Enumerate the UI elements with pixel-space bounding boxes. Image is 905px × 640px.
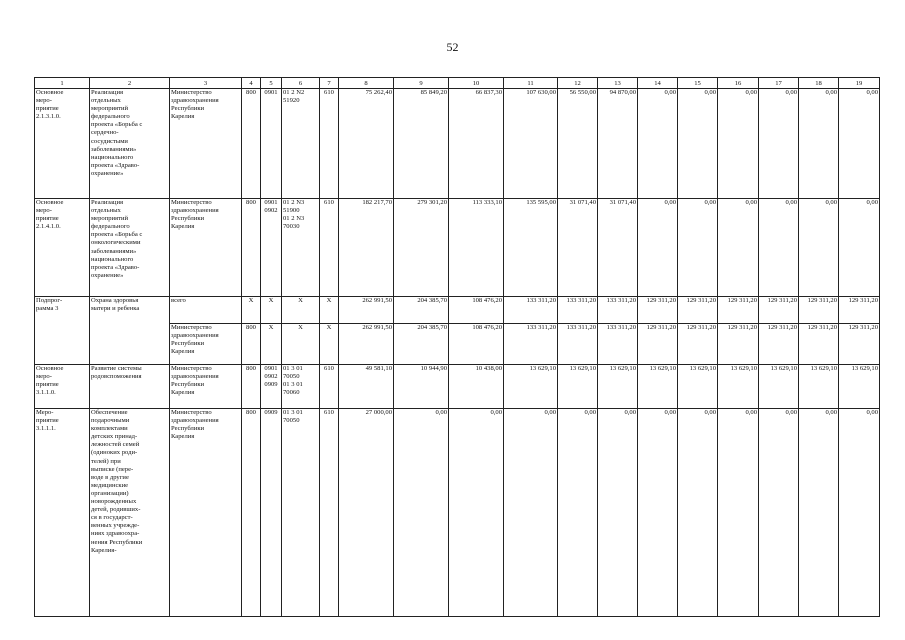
code-cell: 0901 0902 [261,199,282,297]
amount-cell: 56 550,00 [558,89,598,199]
code-cell: X [320,297,339,324]
executor-cell: Министерство здравоохранения Республики Карелия [170,199,242,297]
measure-name-cell: Развитие системы родовспоможения [90,365,170,409]
code-cell: 800 [242,365,261,409]
column-header: 12 [558,78,598,89]
amount-cell: 133 311,20 [598,324,638,365]
amount-cell: 108 476,20 [449,324,504,365]
code-cell: 01 2 N3 51900 01 2 N3 70030 [282,199,320,297]
amount-cell: 0,00 [638,199,678,297]
amount-cell: 0,00 [718,199,759,297]
column-header: 2 [90,78,170,89]
column-header: 18 [799,78,839,89]
code-cell: X [261,297,282,324]
code-cell: X [320,324,339,365]
amount-cell: 13 629,10 [759,365,799,409]
column-header: 5 [261,78,282,89]
code-cell: 610 [320,89,339,199]
amount-cell: 31 071,40 [598,199,638,297]
amount-cell: 129 311,20 [799,297,839,324]
amount-cell: 0,00 [839,409,880,617]
measure-name-cell: Реализация отдельных мероприятий федерального проекта «Борьба с онкологическими заболеваниями» национального проекта «Здраво- охранение» [90,199,170,297]
amount-cell: 0,00 [638,89,678,199]
code-cell: 0909 [261,409,282,617]
executor-cell: Министерство здравоохранения Республики Карелия [170,409,242,617]
column-header: 11 [504,78,558,89]
column-header: 7 [320,78,339,89]
code-cell: 800 [242,409,261,617]
amount-cell: 0,00 [449,409,504,617]
header-row [35,78,880,89]
amount-cell: 262 991,50 [339,297,394,324]
column-header: 8 [339,78,394,89]
measure-name-cell: Обеспечение подарочными комплектами детских принад- лежностей семей (одиноких роди- телей) при выписке (пере- воде в другие медицинские организации) новорожденных детей, родивших- ся в государст- венных учрежде- ниях здравоохра- нения Республики Карелия- [90,409,170,617]
amount-cell: 279 301,20 [394,199,449,297]
column-header: 13 [598,78,638,89]
executor-cell: всего [170,297,242,324]
amount-cell: 85 849,20 [394,89,449,199]
amount-cell: 262 991,50 [339,324,394,365]
amount-cell: 0,00 [799,89,839,199]
code-cell: 01 2 N2 51920 [282,89,320,199]
table-row [35,89,880,199]
amount-cell: 129 311,20 [718,297,759,324]
column-header: 6 [282,78,320,89]
measure-id-cell: Подпрог- рамма 3 [35,297,90,365]
amount-cell: 0,00 [394,409,449,617]
amount-cell: 13 629,10 [839,365,880,409]
amount-cell: 10 944,90 [394,365,449,409]
amount-cell: 129 311,20 [759,324,799,365]
amount-cell: 129 311,20 [678,324,718,365]
amount-cell: 133 311,20 [558,297,598,324]
column-header: 14 [638,78,678,89]
amount-cell: 27 000,00 [339,409,394,617]
measure-name-cell: Реализация отдельных мероприятий федерального проекта «Борьба с сердечно- сосудистыми заболеваниями» национального проекта «Здраво- охранение» [90,89,170,199]
amount-cell: 49 581,10 [339,365,394,409]
column-header: 19 [839,78,880,89]
amount-cell: 13 629,10 [638,365,678,409]
amount-cell: 129 311,20 [799,324,839,365]
table-row [35,199,880,297]
column-header: 16 [718,78,759,89]
executor-cell: Министерство здравоохранения Республики Карелия [170,365,242,409]
amount-cell: 75 262,40 [339,89,394,199]
measure-name-cell: Охрана здоровья матери и ребенка [90,297,170,365]
code-cell: 0901 [261,89,282,199]
executor-cell: Министерство здравоохранения Республики Карелия [170,89,242,199]
column-header: 15 [678,78,718,89]
code-cell: X [282,324,320,365]
code-cell: 610 [320,199,339,297]
measure-id-cell: Меро- приятие 3.1.1.1. [35,409,90,617]
amount-cell: 0,00 [759,199,799,297]
amount-cell: 0,00 [839,89,880,199]
amount-cell: 129 311,20 [638,297,678,324]
code-cell: X [282,297,320,324]
amount-cell: 135 595,00 [504,199,558,297]
amount-cell: 133 311,20 [558,324,598,365]
amount-cell: 0,00 [638,409,678,617]
amount-cell: 0,00 [759,89,799,199]
code-cell: 610 [320,409,339,617]
amount-cell: 129 311,20 [839,324,880,365]
amount-cell: 129 311,20 [678,297,718,324]
page-number: 52 [446,40,459,54]
amount-cell: 13 629,10 [598,365,638,409]
amount-cell: 10 438,00 [449,365,504,409]
column-header: 4 [242,78,261,89]
amount-cell: 107 630,00 [504,89,558,199]
amount-cell: 129 311,20 [759,297,799,324]
amount-cell: 0,00 [504,409,558,617]
amount-cell: 133 311,20 [598,297,638,324]
amount-cell: 0,00 [718,89,759,199]
amount-cell: 0,00 [678,199,718,297]
measure-id-cell: Основное меро- приятие 2.1.4.1.0. [35,199,90,297]
table-row [35,365,880,409]
amount-cell: 133 311,20 [504,297,558,324]
amount-cell: 13 629,10 [718,365,759,409]
code-cell: 0901 0902 0909 [261,365,282,409]
amount-cell: 204 385,70 [394,324,449,365]
amount-cell: 94 870,00 [598,89,638,199]
code-cell: 610 [320,365,339,409]
amount-cell: 129 311,20 [839,297,880,324]
amount-cell: 13 629,10 [799,365,839,409]
column-header: 17 [759,78,799,89]
amount-cell: 0,00 [598,409,638,617]
code-cell: 800 [242,199,261,297]
code-cell: X [242,297,261,324]
amount-cell: 0,00 [678,409,718,617]
amount-cell: 129 311,20 [638,324,678,365]
amount-cell: 0,00 [558,409,598,617]
amount-cell: 204 385,70 [394,297,449,324]
table-row [35,409,880,617]
measure-id-cell: Основное меро- приятие 2.1.3.1.0. [35,89,90,199]
amount-cell: 182 217,70 [339,199,394,297]
code-cell: 800 [242,89,261,199]
amount-cell: 0,00 [799,409,839,617]
amount-cell: 0,00 [839,199,880,297]
amount-cell: 0,00 [718,409,759,617]
amount-cell: 0,00 [799,199,839,297]
code-cell: 01 3 01 70050 01 3 01 70060 [282,365,320,409]
budget-table [34,77,880,617]
amount-cell: 0,00 [678,89,718,199]
amount-cell: 13 629,10 [558,365,598,409]
column-header: 3 [170,78,242,89]
amount-cell: 108 476,20 [449,297,504,324]
amount-cell: 129 311,20 [718,324,759,365]
amount-cell: 13 629,10 [678,365,718,409]
column-header: 1 [35,78,90,89]
column-header: 10 [449,78,504,89]
amount-cell: 66 837,30 [449,89,504,199]
amount-cell: 133 311,20 [504,324,558,365]
amount-cell: 0,00 [759,409,799,617]
table-row [35,297,880,324]
code-cell: 800 [242,324,261,365]
code-cell: X [261,324,282,365]
measure-id-cell: Основное меро- приятие 3.1.1.0. [35,365,90,409]
code-cell: 01 3 01 70050 [282,409,320,617]
column-header: 9 [394,78,449,89]
amount-cell: 13 629,10 [504,365,558,409]
executor-cell: Министерство здравоохранения Республики Карелия [170,324,242,365]
amount-cell: 113 333,10 [449,199,504,297]
amount-cell: 31 071,40 [558,199,598,297]
